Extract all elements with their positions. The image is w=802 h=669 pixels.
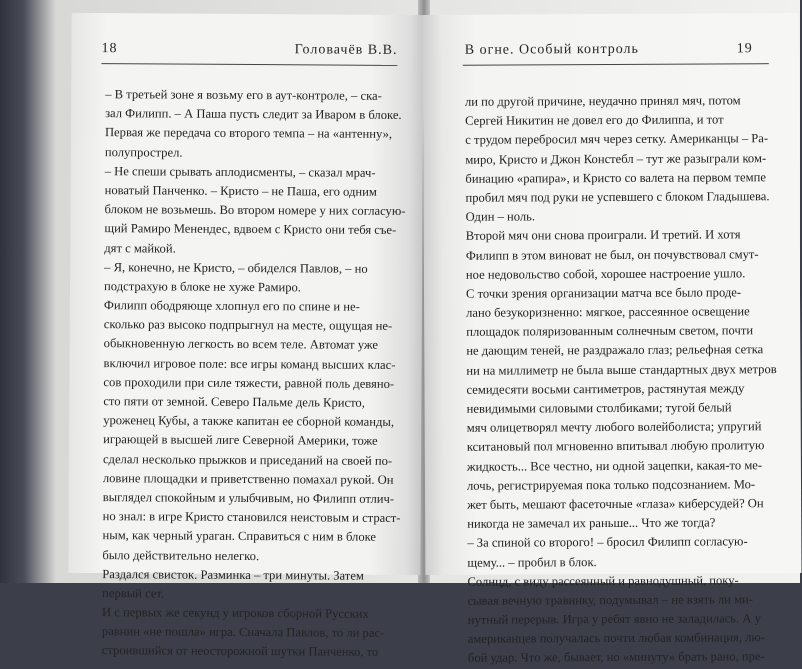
right-running-head: В огне. Особый контроль (464, 41, 639, 58)
text-line: миро, Кристо и Джон Констебл – тут же разыграли ком- (465, 150, 767, 167)
text-line: – В третьей зоне я возьму его в аут-контроле, – ска- (105, 87, 382, 103)
text-line: – За спиной со второго! – бросил Филипп согласую- (467, 534, 748, 551)
left-running-head: Головачёв В.В. (294, 42, 398, 58)
text-line: ловине площадки и приветственно помахал рукой. Он (102, 470, 394, 487)
text-line: никогда не замечал их раньше... Что же тогда? (467, 515, 716, 531)
text-line: ни на миллиметр не была выше стандартных двух метров (466, 361, 777, 378)
text-line: зал Филипп. – А Паша пусть следит за Иваром в блоке. (105, 106, 402, 123)
right-page-number: 19 (736, 41, 753, 57)
right-page-body (464, 91, 777, 668)
left-page-number: 18 (101, 41, 118, 57)
left-page-body (102, 85, 406, 662)
right-header-rule (463, 63, 769, 66)
left-page (68, 13, 423, 660)
text-line: С точки зрения организации матча все было проде- (465, 285, 742, 301)
text-line: щему... – пробил в блок. (467, 554, 597, 570)
text-line: первый сет. (102, 586, 165, 601)
text-line: сделал несколько прыжков и приседаний на своей по- (102, 451, 393, 468)
text-line: сов проходили при силе тяжести, равной поль девяно- (103, 374, 395, 391)
right-page (423, 13, 802, 666)
text-line: мяч олицетворял мечту любого волейболиста; упругий (466, 419, 762, 435)
text-line: полупрострел. (104, 144, 183, 160)
text-line: новатый Панченко. – Кристо – не Паша, его одним (104, 183, 377, 199)
text-line: Один – ноль. (465, 209, 536, 224)
text-line: равнин «не пошла» игра. Сначала Павлов, то ли рас- (101, 624, 385, 641)
text-line: было действительно нелегко. (102, 547, 260, 563)
text-line: кситановый пол мгновенно впитывал любую пролитую (466, 438, 765, 455)
text-line: Раздался свисток. Разминка – три минуты. Затем (102, 566, 364, 583)
text-line: площадок поляризованным солнечным светом, почти (466, 323, 754, 340)
text-line: Второй мяч они снова проиграли. И третий. И хотя (465, 227, 741, 244)
text-line: ли по другой причине, неудачно принял мяч, потом (464, 93, 741, 109)
text-line: невидимыми силовыми столбиками; тугой белый (466, 400, 732, 416)
text-line: – Не спеши срывать аплодисменты, – сказал мрач- (104, 163, 376, 180)
text-line: Солнцд, с виду рассеянный и равнодушный, поку- (467, 573, 739, 589)
text-line: пробил мяч под руки не успевшего с блоком Гладышева. (465, 189, 770, 205)
right-page-header (453, 41, 779, 65)
text-line: жет быть, мешают фасеточные «глаза» киберсудей? Он (467, 496, 764, 512)
text-line: сколько раз высоко подпрыгнул на месте, ощущая не- (103, 317, 393, 334)
text-line: американцев получалась почти любая комбинация, лю- (467, 630, 766, 647)
text-line: семидесяти восьми сантиметров, растянутая между (466, 381, 745, 397)
text-line: сто пяти от земной. Северо Пальме дель Кристо, (103, 394, 365, 410)
text-line: подстрахую в блоке не хуже Рамиро. (104, 279, 302, 295)
text-line: бинацию «рапира», и Кристо со валета на первом темпе (465, 169, 766, 186)
text-line: жидкость... Все честно, ни одной зацепки, какая-то ме- (466, 457, 763, 474)
text-line: с трудом перебросил мяч через сетку. Американцы – Ра- (465, 131, 769, 148)
text-line: ное недовольство собой, хорошее настроение ушло. (465, 265, 746, 282)
text-line: нутный перерыв. Игра у ребят явно не заладилась. А у (467, 611, 761, 627)
text-line: не дающим теней, не раздражало глаз; рельефная сетка (466, 342, 764, 359)
text-line: лочь, регистрируемая пока только подсознанием. Мо- (466, 477, 756, 493)
text-line: И с первых же секунд у игроков сборной Русских (102, 605, 369, 621)
text-line: уроженец Кубы, а также капитан ее сборной команды, (103, 413, 395, 430)
text-line: сывая вечную травинку, подумывал – не взять ли ми- (467, 592, 753, 608)
text-line: Сергей Никитин не довел его до Филиппа, и тот (465, 112, 724, 128)
text-line: включил игровое поле: все игры команд высших клас- (103, 355, 396, 372)
text-line: обыкновенную легкость во всем теле. Автомат уже (103, 336, 379, 353)
text-line: но знал: в игре Кристо становился неистовым и страст- (102, 509, 401, 526)
left-page-header (101, 41, 403, 65)
text-line: лано безукоризненно: мягкое, рассеянное освещение (466, 304, 750, 320)
text-line: дят с майкой. (104, 240, 176, 256)
text-line: – Я, конечно, не Кристо, – обиделся Павлов, – но (104, 259, 368, 276)
text-line: блоком не возьмешь. Во втором номере у них согласую- (104, 202, 406, 219)
text-line: Филипп ободряюще хлопнул его по спине и не- (103, 298, 360, 314)
text-line: строившийся от неосторожной шутки Панченко, то (101, 643, 379, 660)
text-line: Первая же передача со второго темпа – на «антенну», (104, 125, 393, 142)
text-line: щий Рамиро Менендес, вдвоем с Кристо они тебя съе- (104, 221, 397, 238)
text-line: выглядел спокойным и улыбчивым, но Филипп отлич- (102, 490, 395, 506)
text-line: бой удар. Что же, бывает, но «минуту» брать рано, пре- (467, 649, 765, 666)
text-line: Филипп в этом виноват не был, он почувствовал смут- (465, 246, 759, 263)
text-line: играющей в высшей лиге Северной Америки, тоже (103, 432, 378, 449)
text-line: ным, как черный ураган. Справиться с ним в блоке (102, 528, 377, 545)
